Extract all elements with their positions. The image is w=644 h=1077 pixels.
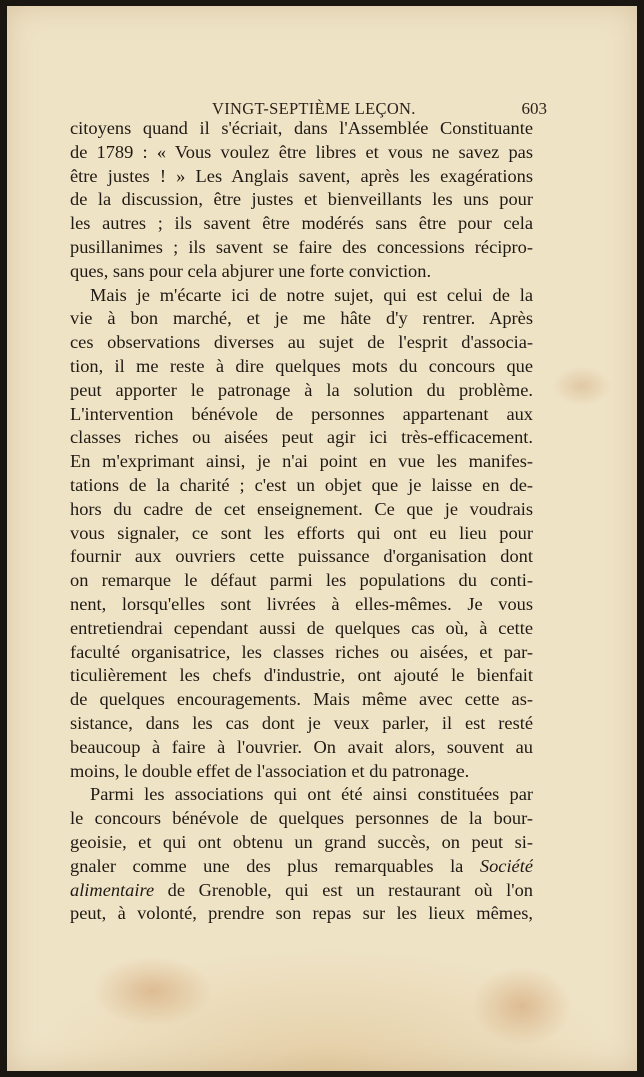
page-number: 603 [521,99,547,118]
text-line: classes riches ou aisées peut agir ici très-efficacement. [70,427,533,448]
text-line: Mais je m'écarte ici de notre sujet, qui est celui de la [90,284,533,305]
text-line [70,879,533,903]
text-line: citoyens quand il s'écriait, dans l'Assemblée Constituante [70,118,533,138]
paragraph-2 [70,284,533,784]
text-line: tations de la charité ; c'est un objet que je laisse en de- [70,474,533,495]
text-segment: de Grenoble, qui est un restaurant où l'on [167,879,533,900]
text-line: vous signaler, ce sont les efforts qui ont eu lieu pour [70,522,533,543]
text-line: de la discussion, être justes et bienveillants les uns pour [70,189,533,210]
italic-title-part-1: Société [479,855,533,876]
text-line: les autres ; ils savent être modérés sans être pour cela [70,213,533,234]
text-line: sistance, dans les cas dont je veux parler, il est resté [70,712,533,733]
paragraph-1 [70,117,533,284]
text-line: ces observations diverses au sujet de l'esprit d'associa- [70,332,533,353]
text-line: entretiendrai cependant aussi de quelques cas où, à cette [70,617,533,638]
text-line: beaucoup à faire à l'ouvrier. On avait alors, souvent au [70,736,533,757]
italic-title-part-2: alimentaire [70,879,155,900]
text-line: hors du cadre de cet enseignement. Ce que je voudrais [70,498,533,519]
text-line: En m'exprimant ainsi, je n'ai point en vue les manifes- [70,451,533,472]
text-line: peut apporter le patronage à la solution du problème. [70,379,533,400]
text-line: nent, lorsqu'elles sont livrées à elles-mêmes. Je vous [70,593,533,614]
text-line: ticulièrement les chefs d'industrie, ont ajouté le bienfait [70,665,533,686]
text-line: on remarque le défaut parmi les populations du conti- [70,570,533,591]
text-line: de quelques encouragements. Mais même avec cette as- [70,689,533,710]
text-line: tion, il me reste à dire quelques mots du concours que [70,355,533,376]
text-segment: gnaler comme une des plus remarquables la [70,855,480,876]
text-line: faculté organisatrice, les classes riches ou aisées, et par- [70,641,533,662]
text-line [70,855,533,879]
text-line: Parmi les associations qui ont été ainsi constituées par [90,784,533,805]
text-line: fournir aux ouvriers cette puissance d'organisation dont [70,546,533,567]
text-line: être justes ! » Les Anglais savent, après les exagérations [70,165,533,186]
text-line: peut, à volonté, prendre son repas sur les lieux mêmes, [70,903,533,924]
text-line: moins, le double effet de l'association et du patronage. [70,760,470,781]
text-line: vie à bon marché, et je me hâte d'y rentrer. Après [70,308,533,329]
text-line: le concours bénévole de quelques personnes de la bour- [70,808,533,829]
running-title: VINGT-SEPTIÈME LEÇON. [212,99,416,118]
text-line: ques, sans pour cela abjurer une forte conviction. [70,260,432,281]
text-line: pusillanimes ; ils savent se faire des concessions récipro- [70,236,533,257]
text-line: L'intervention bénévole de personnes appartenant aux [70,403,533,424]
text-line: de 1789 : « Vous voulez être libres et vous ne savez pas [70,141,533,162]
body-text [70,117,533,926]
paragraph-3 [70,783,533,926]
text-line: geoisie, et qui ont obtenu un grand succès, on peut si- [70,831,533,852]
